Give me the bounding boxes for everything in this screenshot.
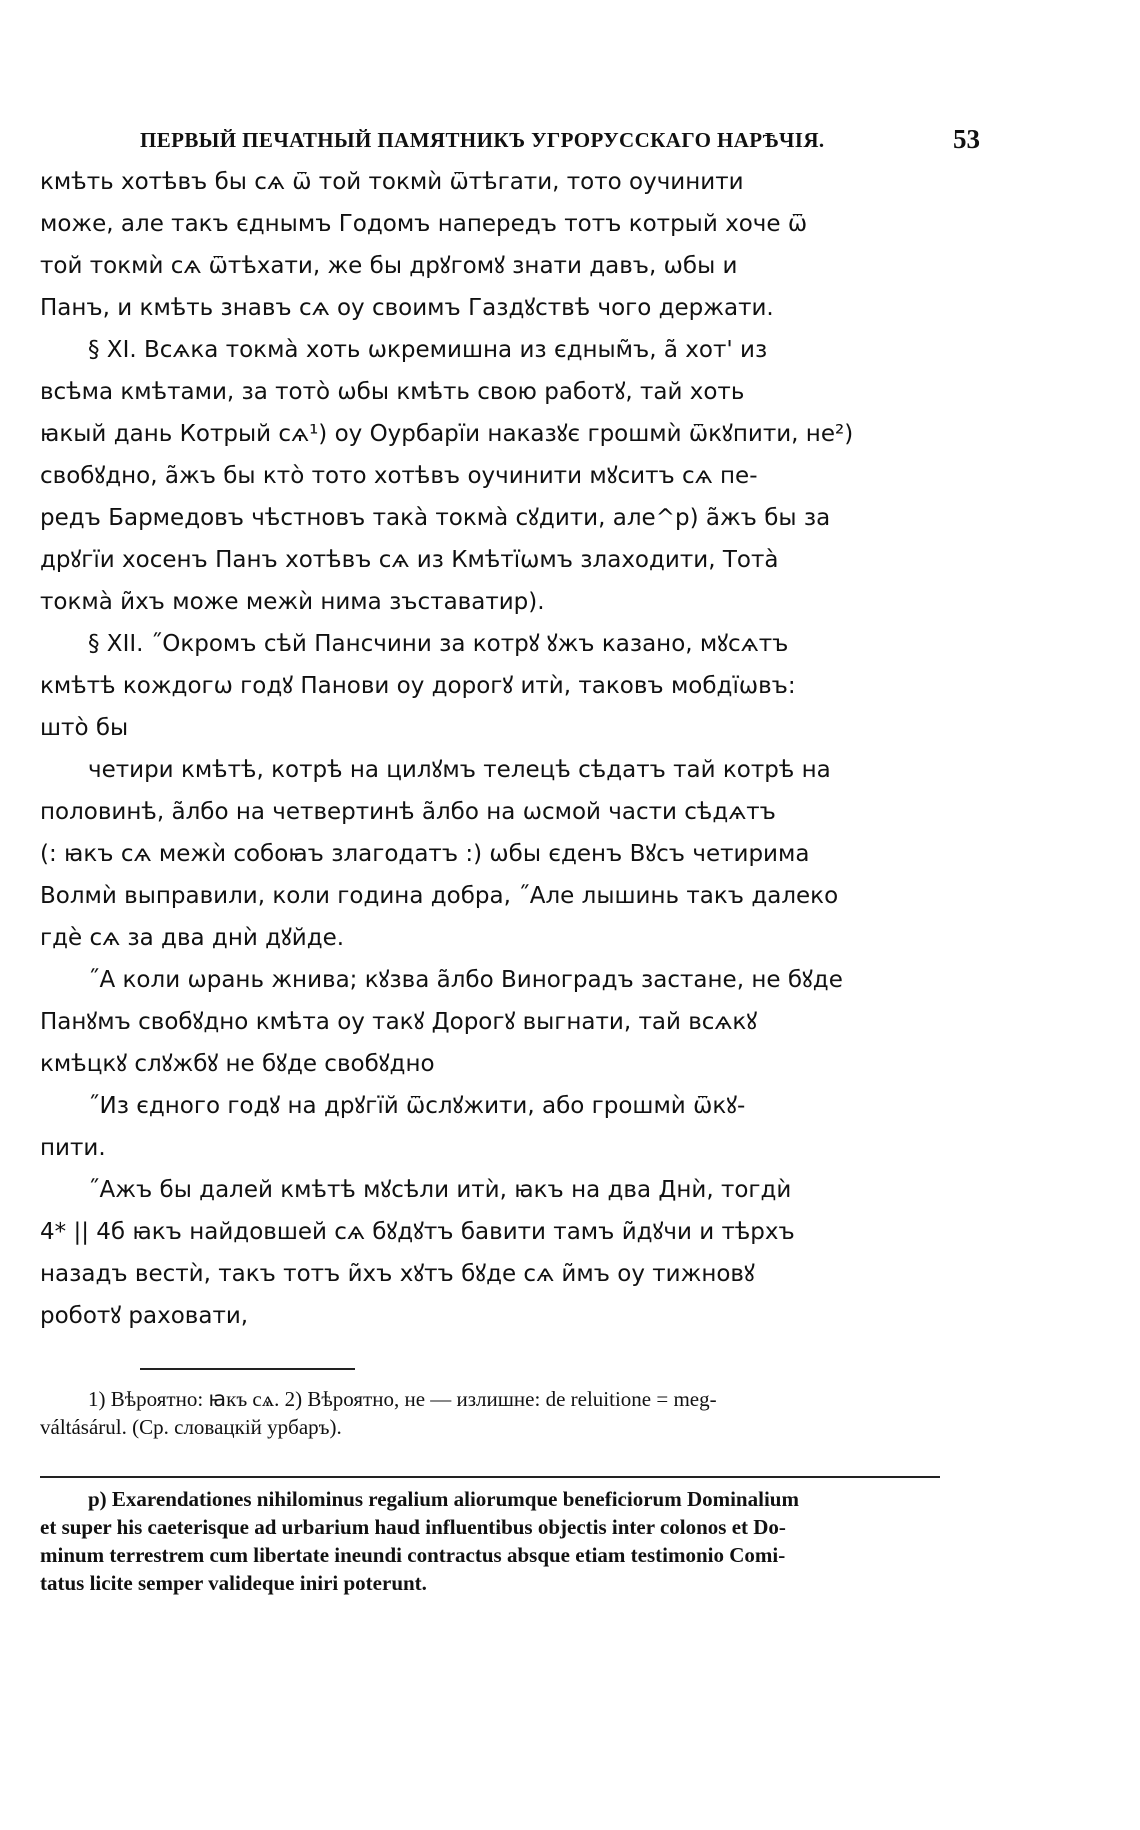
page-number: 53	[953, 124, 980, 154]
running-title: ПЕРВЫЙ ПЕЧАТНЫЙ ПАМЯТНИКЪ УГРОРУССКАГО НАРѢЧІЯ.	[140, 128, 825, 152]
text-line: дрꙋгїи хосенъ Панъ хотѣвъ сѧ из Кмѣтїωмъ злахoдити, Тотà	[40, 548, 779, 573]
footnotes-latin	[40, 1488, 940, 1600]
section-heading-xi: § XI. Всѧка токмà хоть ѡкремишна из єдным̃ъ, а̃ хот' из	[88, 338, 768, 363]
text-line: кмѣцкꙋ слꙋжбꙋ не бꙋде свобꙋдно	[40, 1052, 435, 1077]
text-line: Волмѝ выправили, коли година добра, ˝Але лышинь такъ далеко	[40, 884, 839, 909]
footnote-line: 1) Вѣроятно: ꙗкъ сѧ. 2) Вѣроятно, не — излишне: de reluitione = meg-	[88, 1388, 717, 1411]
latin-footnote-rule	[40, 1476, 940, 1478]
footnote-line: váltásárul. (Ср. словацкій урбаръ).	[40, 1416, 342, 1439]
footnote-line: p) Exarendationes nihilominus regalium aliorumque beneficiorum Dominalium	[88, 1488, 799, 1511]
text-line: (: ꙗкъ сѧ межѝ собоꙗъ злагодатъ :) ѡбы єденъ Вꙋсъ четирима	[40, 842, 810, 867]
text-line: ˝Ажъ бы далей кмѣтѣ мꙋсѣли итѝ, ꙗкъ на два Днѝ, тогдѝ	[88, 1178, 792, 1203]
text-line: Панъ, и кмѣть знавъ сѧ оу своимъ Газдꙋствѣ чого держати.	[40, 296, 774, 321]
text-line: ˝А коли ѡрань жнива; кꙋзва а̃лбо Виноградъ застане, не бꙋде	[88, 968, 843, 993]
text-line: гдѐ сѧ за два днѝ дꙋйде.	[40, 926, 345, 951]
footnote-line: minum terrestrem cum libertate ineundi contractus absque etiam testimonio Comi-	[40, 1544, 786, 1567]
footnotes-russian	[40, 1388, 940, 1444]
text-line: кмѣть хотѣвъ бы сѧ ѿ той токмѝ ѿтѣгати, тото оучинити	[40, 170, 744, 195]
text-line: роботꙋ раховати,	[40, 1304, 249, 1329]
text-line: всѣма кмѣтами, за тотò ѡбы кмѣть свою работꙋ, тай хоть	[40, 380, 745, 405]
text-line: редъ Бармедовъ чѣстновъ такà токмà сꙋдити, але^р) а̃жъ бы за	[40, 506, 831, 531]
text-line: токмà и̃хъ може межѝ нима зъставатир).	[40, 590, 545, 615]
text-line: Панꙋмъ свобꙋдно кмѣта оу такꙋ Дорогꙋ выгнати, тай всѧкꙋ	[40, 1010, 758, 1035]
page-header	[140, 124, 980, 158]
text-line: четири кмѣтѣ, котрѣ на цилꙋмъ телецѣ сѣдатъ тай котрѣ на	[88, 758, 831, 783]
text-line: назадъ вестѝ, такъ тотъ и̃хъ хꙋтъ бꙋде сѧ и̃мъ оу тижновꙋ	[40, 1262, 755, 1287]
footnote-line: tatus licite semper valideque iniri poterunt.	[40, 1572, 427, 1595]
text-line: кмѣтѣ кождогѡ годꙋ Панови оу дорогꙋ итѝ, таковъ мобдїωвъ:	[40, 674, 796, 699]
text-line: штò бы	[40, 716, 129, 741]
text-line: той токмѝ сѧ ѿтѣхати, же бы дрꙋгомꙋ знати давъ, ѡбы и	[40, 254, 738, 279]
text-line: ꙗкый дань Котрый сѧ¹) оу Оурбарїи наказꙋє грошмѝ ѿкꙋпити, не²)	[40, 422, 854, 447]
body-text	[40, 170, 940, 1346]
text-line: може, але такъ єднымъ Годомъ напередъ тотъ котрый хоче ѿ	[40, 212, 808, 237]
text-line: пити.	[40, 1136, 106, 1161]
text-line: 4* || 4б ꙗкъ найдовшей сѧ бꙋдꙋтъ бавити тамъ и̃дꙋчи и тѣрхъ	[40, 1220, 795, 1245]
section-heading-xii: § XII. ˝Окромъ сѣй Пансчини за котрꙋ ꙋжъ казано, мꙋсѧтъ	[88, 632, 789, 657]
text-line: ˝Из єдного годꙋ на дрꙋгїй ѿслꙋжити, або грошмѝ ѿкꙋ-	[88, 1094, 746, 1119]
footnote-line: et super his caeterisque ad urbarium haud influentibus objectis inter colonos et Do-	[40, 1516, 786, 1539]
footnote-rule	[140, 1368, 355, 1370]
text-line: половинѣ, а̃лбо на четвертинѣ а̃лбо на ѡсмой части сѣдѧтъ	[40, 800, 776, 825]
text-line: свобꙋдно, а̃жъ бы ктò тото хотѣвъ оучинити мꙋситъ сѧ пе-	[40, 464, 758, 489]
